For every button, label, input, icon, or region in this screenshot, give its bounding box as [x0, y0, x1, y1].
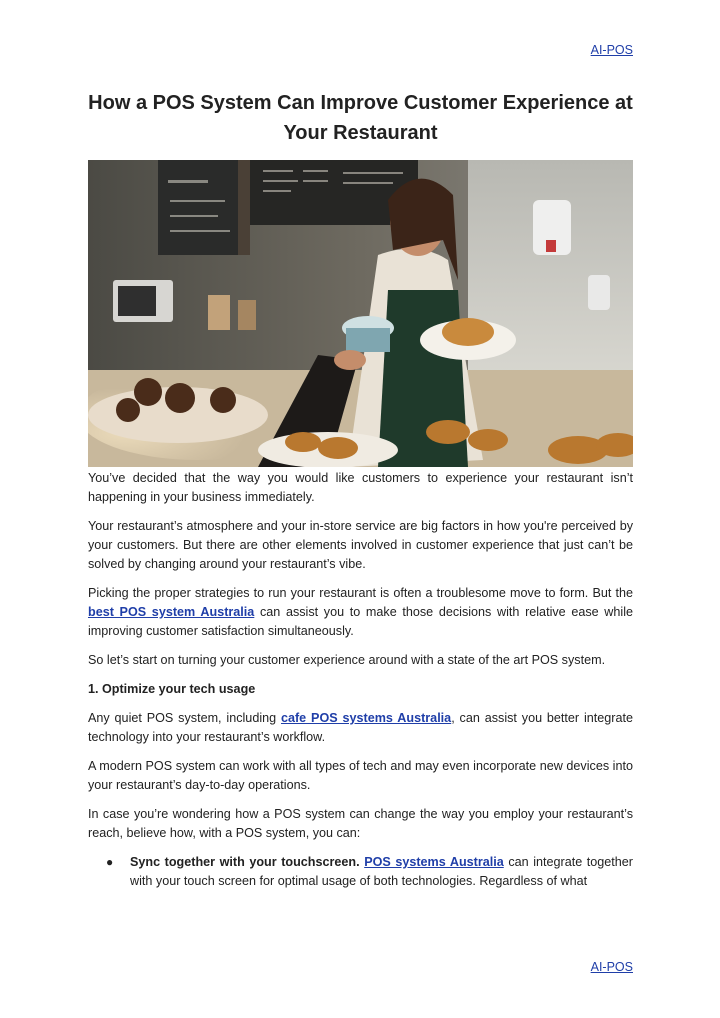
paragraph-text: can assist you to make those decisions with relative ease while improving customer satisfaction simultaneously.	[88, 605, 633, 638]
cafe-pos-systems-link[interactable]: cafe POS systems Australia	[280, 711, 452, 725]
paragraph-reach: In case you’re wondering how a POS system can change the way you employ your restaurant’s reach, believe how, with a POS system, you can:	[88, 807, 633, 840]
cafe-scene-illustration	[88, 160, 633, 467]
list-item-text	[130, 853, 633, 891]
paragraph-start: So let’s start on turning your customer experience around with a state of the art POS system.	[88, 653, 606, 667]
bullet-icon: ●	[106, 855, 114, 869]
header-link[interactable]: AI-POS	[590, 43, 633, 57]
paragraph-modern: A modern POS system can work with all types of tech and may even incorporate new devices into your restaurant’s day-to-day operations.	[88, 759, 633, 792]
paragraph-strategies	[88, 584, 633, 641]
footer-link[interactable]: AI-POS	[590, 960, 633, 974]
list-item	[106, 853, 633, 891]
list-item-bold: Sync together with your touchscreen.	[130, 855, 360, 869]
paragraph-atmosphere: Your restaurant’s atmosphere and your in-store service are big factors in how you're perceived by your customers. But there are other elements involved in customer experience that just can’t be solved by changing around your restaurant’s vibe.	[88, 519, 633, 571]
section-heading: 1. Optimize your tech usage	[88, 682, 256, 696]
paragraph-text: Picking the proper strategies to run your restaurant is often a troublesome move to form. But the	[88, 586, 633, 600]
paragraph-intro: You’ve decided that the way you would like customers to experience your restaurant isn’t happening in your business immediately.	[88, 471, 633, 504]
pos-systems-link[interactable]: POS systems Australia	[364, 855, 504, 869]
best-pos-system-link[interactable]: best POS system Australia	[88, 605, 255, 619]
paragraph-text: can integrate together with your touch screen for optimal usage of both technologies. Regardless of what	[130, 855, 633, 888]
paragraph-text: , can assist you better integrate technology into your restaurant’s workflow.	[88, 711, 633, 744]
hero-photo	[88, 160, 633, 467]
page-title: How a POS System Can Improve Customer Experience at Your Restaurant	[88, 92, 633, 144]
paragraph-text: Any quiet POS system, including	[88, 711, 281, 725]
article-body	[88, 469, 633, 891]
paragraph-tech	[88, 709, 633, 747]
